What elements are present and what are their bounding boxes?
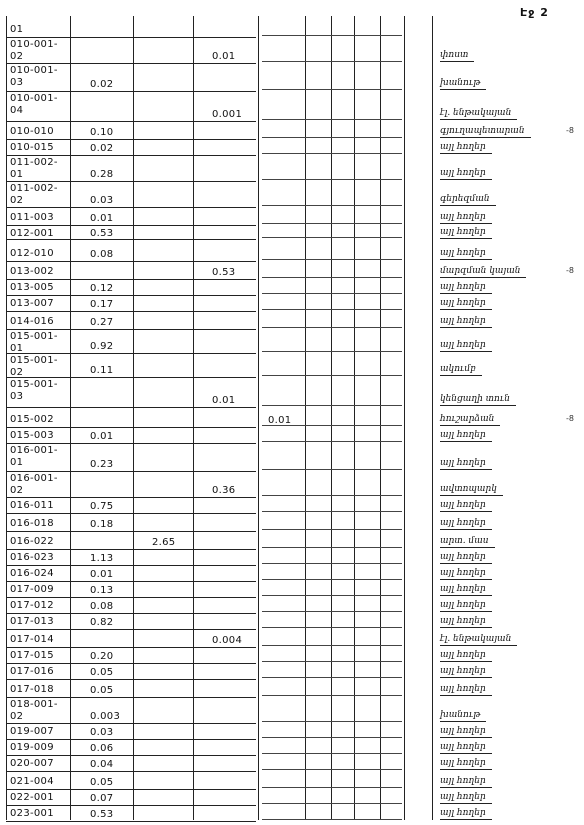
table-row (0, 92, 584, 122)
parcel-code: 01 (10, 24, 24, 35)
row-rule (262, 137, 402, 138)
land-use-description: գյուղապետարան (440, 126, 531, 138)
parcel-code: 016-022 (10, 536, 54, 547)
row-rule (262, 753, 402, 754)
land-use-description: այլ հողեր (440, 808, 492, 820)
land-use-description: այլ հողեր (440, 500, 492, 512)
table-row (0, 408, 584, 428)
land-use-description: այլ հողեր (440, 518, 492, 530)
land-use-description: այլ հողեր (440, 568, 492, 580)
parcel-code: 011-002- 02 (10, 183, 58, 206)
row-rule (262, 309, 402, 310)
row-rule (262, 819, 402, 820)
land-use-description: փոստ (440, 50, 474, 62)
parcel-code: 010-010 (10, 126, 54, 137)
row-rule (262, 495, 402, 496)
parcel-code: 017-014 (10, 634, 54, 645)
parcel-code: 019-009 (10, 742, 54, 753)
parcel-code: 017-009 (10, 584, 54, 595)
row-rule (262, 787, 402, 788)
land-use-description: այլ հողեր (440, 584, 492, 596)
row-rule (262, 547, 402, 548)
row-rule (262, 205, 402, 206)
area-value: 0.92 (90, 341, 114, 352)
area-value: 0.08 (90, 249, 114, 260)
parcel-code: 012-010 (10, 248, 54, 259)
row-rule (262, 511, 402, 512)
table-row (0, 444, 584, 472)
margin-mark: -8 (566, 126, 574, 135)
table-row (0, 378, 584, 408)
land-use-description: այլ հողեր (440, 316, 492, 328)
row-rule (262, 61, 402, 62)
area-value: 0.23 (90, 459, 114, 470)
land-use-description: խանութ (440, 710, 486, 722)
parcel-code: 017-012 (10, 600, 54, 611)
row-rule (262, 277, 402, 278)
table-row (0, 64, 584, 92)
row-rule (262, 327, 402, 328)
table-row (0, 790, 584, 806)
land-use-description: ավտոպարկ (440, 484, 503, 496)
row-rule (262, 223, 402, 224)
land-use-description: էլ. ենթակայան (440, 634, 517, 646)
area-value: 0.13 (90, 585, 114, 596)
parcel-code: 018-001- 02 (10, 699, 58, 722)
land-use-description: այլ հողեր (440, 792, 492, 804)
land-use-description: արտ. մաս (440, 536, 495, 548)
table-row (0, 724, 584, 740)
page-number-label: Էջ 2 (520, 6, 549, 19)
table-row (0, 296, 584, 312)
table-row (0, 240, 584, 262)
land-use-description: մարզման կայան (440, 266, 526, 278)
row-rule (262, 595, 402, 596)
area-value: 0.82 (90, 617, 114, 628)
parcel-code: 015-001- 02 (10, 355, 58, 378)
parcel-code: 010-001- 04 (10, 93, 58, 116)
land-use-description: այլ հողեր (440, 776, 492, 788)
area-value: 0.27 (90, 317, 114, 328)
area-value: 0.08 (90, 601, 114, 612)
area-value: 0.10 (90, 127, 114, 138)
area-value: 0.03 (90, 195, 114, 206)
row-rule (262, 803, 402, 804)
area-value: 0.01 (90, 569, 114, 580)
table-row (0, 532, 584, 550)
parcel-code: 023-001 (10, 808, 54, 819)
land-use-description: կենցաղի տուն (440, 394, 516, 406)
area-value: 0.03 (90, 727, 114, 738)
area-value: 0.17 (90, 299, 114, 310)
land-use-description: այլ հողեր (440, 650, 492, 662)
margin-mark: -8 (566, 414, 574, 423)
land-use-description: այլ հողեր (440, 600, 492, 612)
land-use-description: այլ հողեր (440, 742, 492, 754)
land-use-description: այլ հողեր (440, 142, 492, 154)
parcel-code: 017-013 (10, 616, 54, 627)
parcel-code: 016-024 (10, 568, 54, 579)
area-value: 0.53 (212, 267, 236, 278)
row-rule (262, 179, 402, 180)
row-rule (262, 293, 402, 294)
parcel-code: 016-011 (10, 500, 54, 511)
row-rule (262, 119, 402, 120)
parcel-code: 017-016 (10, 666, 54, 677)
area-value: 0.07 (90, 793, 114, 804)
parcel-code: 017-018 (10, 684, 54, 695)
area-value: 0.11 (90, 365, 114, 376)
parcel-code: 010-001- 02 (10, 39, 58, 62)
row-rule (262, 611, 402, 612)
area-value: 0.01 (90, 431, 114, 442)
row-rule (262, 351, 402, 352)
table-row (0, 156, 584, 182)
parcel-code: 015-002 (10, 414, 54, 425)
table-row (0, 472, 584, 498)
table-row (0, 38, 584, 64)
table-row (0, 648, 584, 664)
land-use-description: խանութ (440, 78, 486, 90)
table-row (0, 312, 584, 330)
parcel-code: 016-001- 02 (10, 473, 58, 496)
land-use-description: այլ հողեր (440, 282, 492, 294)
area-value: 0.003 (90, 711, 121, 722)
table-row (0, 18, 584, 38)
row-rule (262, 645, 402, 646)
table-row (0, 428, 584, 444)
parcel-code: 015-001- 01 (10, 331, 58, 354)
area-value: 0.04 (90, 759, 114, 770)
table-row (0, 354, 584, 378)
table-row (0, 280, 584, 296)
land-use-description: այլ հողեր (440, 212, 492, 224)
land-use-description: այլ հողեր (440, 726, 492, 738)
area-value: 0.001 (212, 109, 243, 120)
margin-mark: -8 (566, 266, 574, 275)
parcel-code: 016-023 (10, 552, 54, 563)
parcel-code: 012-001 (10, 228, 54, 239)
parcel-code: 015-003 (10, 430, 54, 441)
row-rule (262, 441, 402, 442)
parcel-code: 014-016 (10, 316, 54, 327)
table-row (0, 330, 584, 354)
table-row (0, 664, 584, 680)
area-value: 0.05 (90, 777, 114, 788)
row-rule (262, 737, 402, 738)
table-row (0, 208, 584, 226)
area-value: 0.53 (90, 809, 114, 820)
area-value: 0.20 (90, 651, 114, 662)
table-row (0, 514, 584, 532)
area-value: 0.28 (90, 169, 114, 180)
table-row (0, 226, 584, 240)
row-rule (262, 579, 402, 580)
row-rule (262, 529, 402, 530)
parcel-code: 019-007 (10, 726, 54, 737)
area-value: 0.12 (90, 283, 114, 294)
area-value: 0.06 (90, 743, 114, 754)
table-row (0, 182, 584, 208)
row-rule (262, 89, 402, 90)
row-rule (262, 721, 402, 722)
row-rule (262, 237, 402, 238)
row-rule (262, 405, 402, 406)
table-row (0, 566, 584, 582)
parcel-code: 013-007 (10, 298, 54, 309)
row-rule (262, 627, 402, 628)
area-value: 0.004 (212, 635, 243, 646)
table-row (0, 806, 584, 822)
area-value: 0.53 (90, 228, 114, 239)
table-row (0, 698, 584, 724)
parcel-code: 013-005 (10, 282, 54, 293)
land-use-description: հուշարձան (440, 414, 500, 426)
land-use-description: այլ հողեր (440, 248, 492, 260)
parcel-code: 016-018 (10, 518, 54, 529)
parcel-code: 022-001 (10, 792, 54, 803)
table-row (0, 598, 584, 614)
area-value: 0.18 (90, 519, 114, 530)
parcel-code: 010-001- 03 (10, 65, 58, 88)
table-row (0, 140, 584, 156)
table-row (0, 614, 584, 630)
row-rule (262, 35, 402, 36)
land-use-description: այլ հողեր (440, 552, 492, 564)
parcel-code: 010-015 (10, 142, 54, 153)
area-value: 0.36 (212, 485, 236, 496)
parcel-code: 013-002 (10, 266, 54, 277)
row-rule (262, 469, 402, 470)
area-value: 0.75 (90, 501, 114, 512)
row-rule (6, 821, 256, 822)
parcel-code: 017-015 (10, 650, 54, 661)
area-value: 0.01 (268, 415, 292, 426)
land-use-description: այլ հողեր (440, 430, 492, 442)
area-value: 0.05 (90, 667, 114, 678)
row-rule (262, 259, 402, 260)
land-use-description: գերեզման (440, 194, 496, 206)
area-value: 2.65 (152, 537, 176, 548)
area-value: 0.02 (90, 79, 114, 90)
table-row (0, 498, 584, 514)
land-use-description: այլ հողեր (440, 616, 492, 628)
table-row (0, 772, 584, 790)
row-rule (262, 563, 402, 564)
row-rule (262, 677, 402, 678)
row-rule (262, 769, 402, 770)
table-row (0, 680, 584, 698)
table-row (0, 550, 584, 566)
area-value: 0.05 (90, 685, 114, 696)
land-use-description: այլ հողեր (440, 227, 492, 239)
area-value: 1.13 (90, 553, 114, 564)
land-use-description: այլ հողեր (440, 684, 492, 696)
table-row (0, 582, 584, 598)
land-use-description: այլ հողեր (440, 340, 492, 352)
row-rule (262, 375, 402, 376)
row-rule (262, 153, 402, 154)
land-use-description: այլ հողեր (440, 298, 492, 310)
parcel-code: 015-001- 03 (10, 379, 58, 402)
parcel-code: 016-001- 01 (10, 445, 58, 468)
table-row (0, 262, 584, 280)
land-use-description: այլ հողեր (440, 758, 492, 770)
area-value: 0.02 (90, 143, 114, 154)
parcel-code: 011-002- 01 (10, 157, 58, 180)
table-row (0, 740, 584, 756)
table-row (0, 630, 584, 648)
row-rule (262, 695, 402, 696)
table-row (0, 122, 584, 140)
area-value: 0.01 (212, 395, 236, 406)
row-rule (262, 661, 402, 662)
parcel-code: 021-004 (10, 776, 54, 787)
land-use-description: այլ հողեր (440, 458, 492, 470)
land-use-description: այլ հողեր (440, 666, 492, 678)
table-row (0, 756, 584, 772)
land-use-description: այլ հողեր (440, 168, 492, 180)
area-value: 0.01 (90, 213, 114, 224)
parcel-code: 011-003 (10, 212, 54, 223)
land-use-description: էլ. ենթակայան (440, 108, 517, 120)
parcel-code: 020-007 (10, 758, 54, 769)
land-use-description: ակումբ (440, 364, 482, 376)
area-value: 0.01 (212, 51, 236, 62)
